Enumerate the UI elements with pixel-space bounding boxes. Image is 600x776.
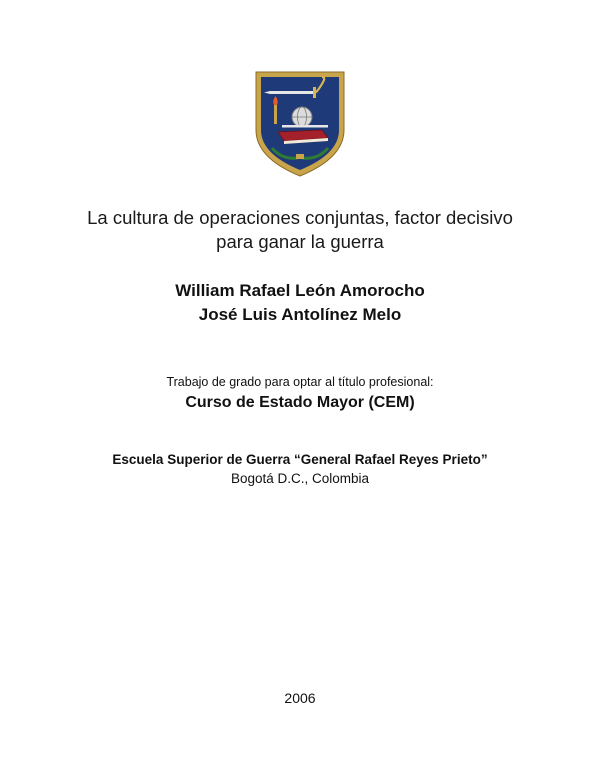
author-1: William Rafael León Amorocho — [175, 281, 425, 300]
authors — [0, 279, 600, 327]
school-name: Escuela Superior de Guerra “General Rafael Reyes Prieto” — [112, 452, 488, 467]
lower-blade — [282, 125, 328, 128]
year: 2006 — [284, 690, 316, 706]
document-title — [0, 206, 600, 254]
torch-handle — [274, 104, 277, 124]
city: Bogotá D.C., Colombia — [230, 471, 370, 486]
author-2: José Luis Antolínez Melo — [198, 305, 402, 324]
title-line-1: La cultura de operaciones conjuntas, factor decisivo — [87, 207, 513, 228]
school-crest — [252, 70, 348, 178]
school-crest-icon — [252, 70, 348, 178]
sword-blade — [270, 91, 314, 94]
degree-intro: Trabajo de grado para optar al título profesional: — [166, 375, 434, 389]
degree-name: Curso de Estado Mayor (CEM) — [185, 394, 415, 411]
crest-emblem — [296, 154, 304, 159]
title-line-2: para ganar la guerra — [216, 231, 384, 252]
sword-guard — [313, 87, 316, 98]
